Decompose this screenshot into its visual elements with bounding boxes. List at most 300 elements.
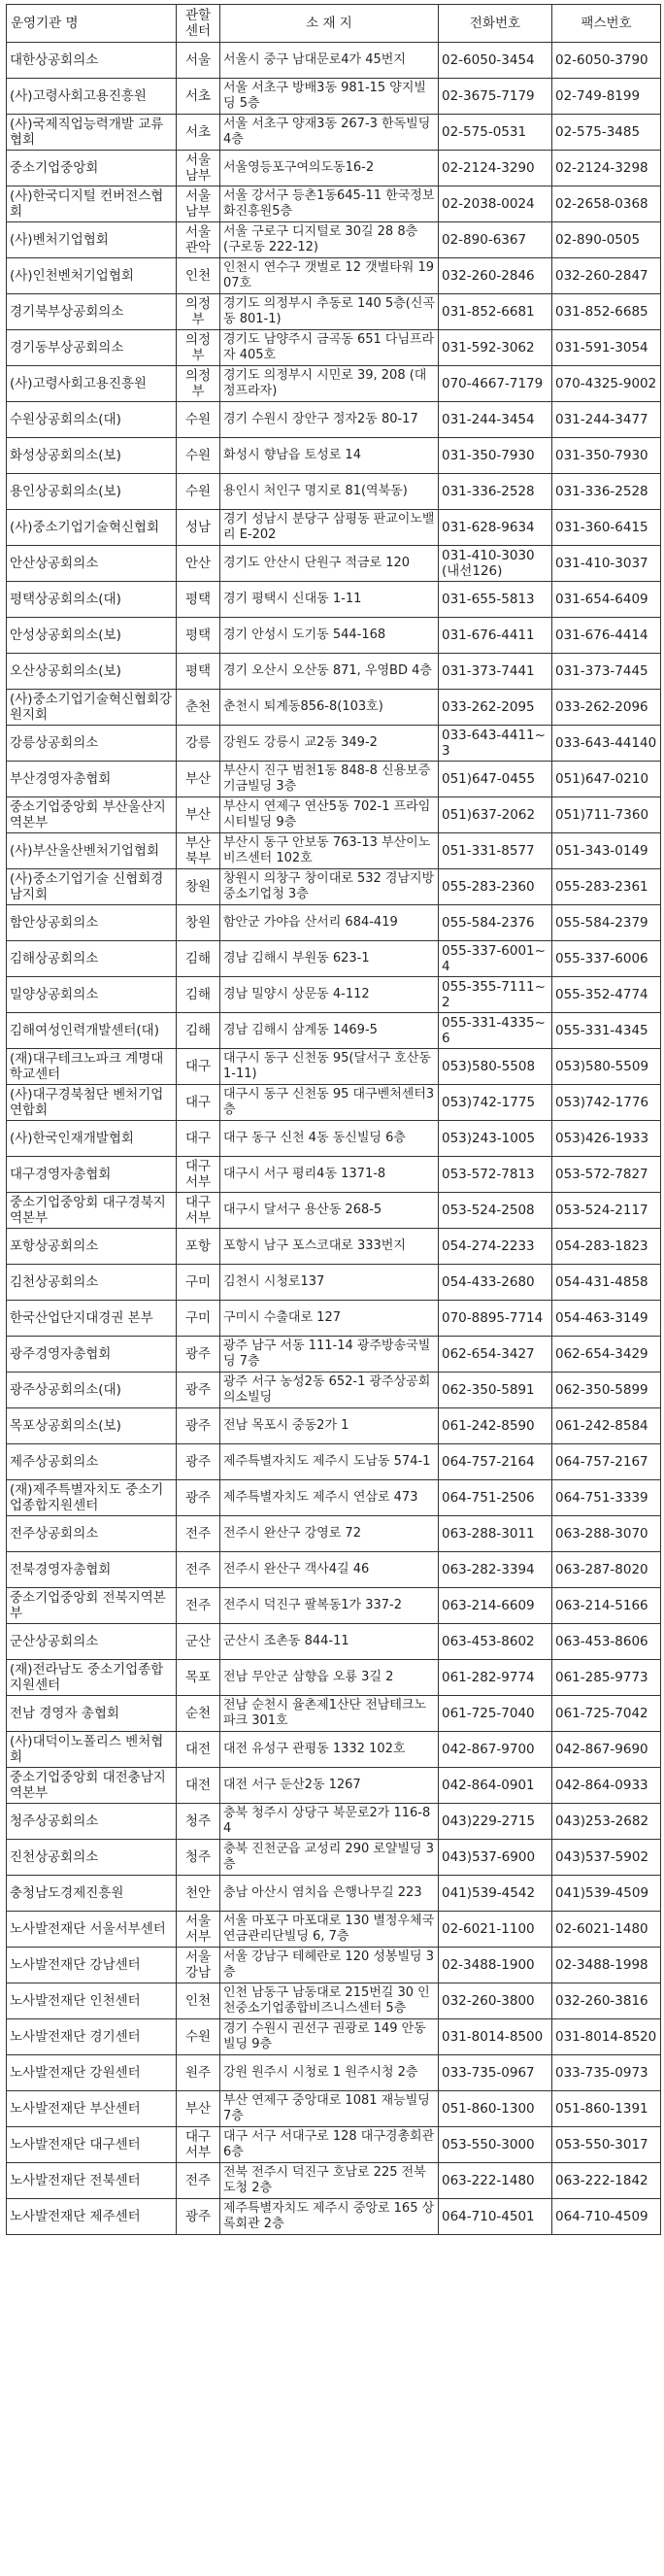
cell-phone: 063-282-3394 bbox=[439, 1552, 552, 1588]
cell-institution-name: 노사발전재단 전북센터 bbox=[7, 2163, 177, 2199]
cell-phone: 02-3675-7179 bbox=[439, 79, 552, 115]
cell-fax: 033-262-2096 bbox=[552, 690, 661, 726]
cell-fax: 02-2658-0368 bbox=[552, 186, 661, 222]
table-row bbox=[7, 115, 661, 151]
cell-region-center: 수원 bbox=[177, 474, 220, 510]
cell-address: 창원시 의창구 창이대로 532 경남지방중소기업청 3층 bbox=[220, 869, 439, 905]
cell-region-center: 서초 bbox=[177, 115, 220, 151]
cell-address: 경남 김해시 삼계동 1469-5 bbox=[220, 1013, 439, 1049]
cell-region-center: 전주 bbox=[177, 1516, 220, 1552]
cell-fax: 051)647-0210 bbox=[552, 762, 661, 797]
cell-address: 함안군 가야읍 산서리 684-419 bbox=[220, 905, 439, 941]
cell-phone: 063-222-1480 bbox=[439, 2163, 552, 2199]
cell-fax: 043)253-2682 bbox=[552, 1804, 661, 1840]
cell-address: 부산시 동구 안보동 763-13 부산이노비즈센터 102호 bbox=[220, 833, 439, 869]
cell-phone: 02-3488-1900 bbox=[439, 1948, 552, 1983]
cell-address: 경기 안성시 도기동 544-168 bbox=[220, 618, 439, 654]
header-phone: 전화번호 bbox=[439, 5, 552, 43]
cell-institution-name: (사)중소기업기술 신협회경남지회 bbox=[7, 869, 177, 905]
cell-phone: 051-331-8577 bbox=[439, 833, 552, 869]
cell-address: 대구 동구 신천 4동 동신빌딩 6층 bbox=[220, 1121, 439, 1157]
cell-region-center: 광주 bbox=[177, 1444, 220, 1480]
table-row bbox=[7, 1552, 661, 1588]
cell-phone: 055-337-6001~4 bbox=[439, 941, 552, 977]
cell-phone: 033-262-2095 bbox=[439, 690, 552, 726]
cell-fax: 064-757-2167 bbox=[552, 1444, 661, 1480]
cell-phone: 053)580-5508 bbox=[439, 1049, 552, 1085]
cell-phone: 055-584-2376 bbox=[439, 905, 552, 941]
table-row bbox=[7, 2019, 661, 2055]
cell-institution-name: 노사발전재단 대구센터 bbox=[7, 2127, 177, 2163]
cell-phone: 031-410-3030 (내선126) bbox=[439, 546, 552, 582]
cell-region-center: 광주 bbox=[177, 1373, 220, 1408]
cell-phone: 033-735-0967 bbox=[439, 2055, 552, 2091]
cell-region-center: 의정부 bbox=[177, 366, 220, 402]
table-row bbox=[7, 1660, 661, 1696]
cell-institution-name: (사)고령사회고용진흥원 bbox=[7, 366, 177, 402]
table-row bbox=[7, 1408, 661, 1444]
cell-fax: 070-4325-9002 bbox=[552, 366, 661, 402]
cell-region-center: 의정부 bbox=[177, 330, 220, 366]
cell-institution-name: 포항상공회의소 bbox=[7, 1229, 177, 1265]
cell-institution-name: 전주상공회의소 bbox=[7, 1516, 177, 1552]
cell-address: 제주특별자치도 제주시 중앙로 165 상록회관 2층 bbox=[220, 2199, 439, 2235]
cell-address: 서울 강서구 등촌1동645-11 한국정보화진흥원5층 bbox=[220, 186, 439, 222]
table-row bbox=[7, 438, 661, 474]
cell-phone: 053-550-3000 bbox=[439, 2127, 552, 2163]
table-row bbox=[7, 1013, 661, 1049]
table-row bbox=[7, 1444, 661, 1480]
cell-institution-name: 청주상공회의소 bbox=[7, 1804, 177, 1840]
cell-fax: 053-524-2117 bbox=[552, 1193, 661, 1229]
cell-fax: 061-242-8584 bbox=[552, 1408, 661, 1444]
cell-phone: 031-592-3062 bbox=[439, 330, 552, 366]
table-row bbox=[7, 1768, 661, 1804]
cell-institution-name: 강릉상공회의소 bbox=[7, 726, 177, 762]
institution-list bbox=[6, 4, 660, 2235]
cell-institution-name: 밀양상공회의소 bbox=[7, 977, 177, 1013]
cell-address: 서울 서초구 방배3동 981-15 양지빌딩 5층 bbox=[220, 79, 439, 115]
cell-region-center: 김해 bbox=[177, 941, 220, 977]
cell-institution-name: 중소기업중앙회 전북지역본부 bbox=[7, 1588, 177, 1624]
cell-phone: 031-8014-8500 bbox=[439, 2019, 552, 2055]
cell-institution-name: 김해여성인력개발센터(대) bbox=[7, 1013, 177, 1049]
cell-address: 화성시 향남읍 토성로 14 bbox=[220, 438, 439, 474]
cell-address: 인천시 연수구 갯벌로 12 갯벌타워 1907호 bbox=[220, 258, 439, 294]
cell-address: 김천시 시청로137 bbox=[220, 1265, 439, 1301]
cell-fax: 055-331-4345 bbox=[552, 1013, 661, 1049]
table-row bbox=[7, 941, 661, 977]
table-row bbox=[7, 582, 661, 618]
cell-phone: 053)742-1775 bbox=[439, 1085, 552, 1121]
cell-address: 서울 마포구 마포대로 130 별정우체국연금관리단빌딩 6, 7층 bbox=[220, 1912, 439, 1948]
cell-region-center: 서울강남 bbox=[177, 1948, 220, 1983]
cell-address: 전주시 완산구 객사4길 46 bbox=[220, 1552, 439, 1588]
cell-address: 제주특별자치도 제주시 연삼로 473 bbox=[220, 1480, 439, 1516]
cell-region-center: 대구 bbox=[177, 1085, 220, 1121]
cell-region-center: 청주 bbox=[177, 1804, 220, 1840]
cell-phone: 031-336-2528 bbox=[439, 474, 552, 510]
cell-phone: 054-274-2233 bbox=[439, 1229, 552, 1265]
cell-address: 대구시 서구 평리4동 1371-8 bbox=[220, 1157, 439, 1193]
cell-institution-name: (사)고령사회고용진흥원 bbox=[7, 79, 177, 115]
cell-address: 경기 수원시 권선구 권광로 149 안동빌딩 9층 bbox=[220, 2019, 439, 2055]
cell-phone: 02-6050-3454 bbox=[439, 43, 552, 79]
cell-phone: 051-860-1300 bbox=[439, 2091, 552, 2127]
cell-address: 광주 남구 서동 111-14 광주방송국빌딩 7층 bbox=[220, 1337, 439, 1373]
cell-fax: 031-591-3054 bbox=[552, 330, 661, 366]
cell-fax: 031-360-6415 bbox=[552, 510, 661, 546]
cell-institution-name: 화성상공회의소(보) bbox=[7, 438, 177, 474]
cell-phone: 061-725-7040 bbox=[439, 1696, 552, 1732]
cell-address: 경남 김해시 부원동 623-1 bbox=[220, 941, 439, 977]
cell-fax: 02-890-0505 bbox=[552, 222, 661, 258]
table-row bbox=[7, 905, 661, 941]
cell-region-center: 순천 bbox=[177, 1696, 220, 1732]
cell-fax: 031-336-2528 bbox=[552, 474, 661, 510]
cell-institution-name: (재)대구테크노파크 계명대학교센터 bbox=[7, 1049, 177, 1085]
table-row bbox=[7, 1373, 661, 1408]
cell-phone: 041)539-4542 bbox=[439, 1876, 552, 1912]
cell-institution-name: 목포상공회의소(보) bbox=[7, 1408, 177, 1444]
cell-fax: 02-749-8199 bbox=[552, 79, 661, 115]
table-row bbox=[7, 1157, 661, 1193]
cell-region-center: 서울 bbox=[177, 43, 220, 79]
table-row bbox=[7, 869, 661, 905]
cell-fax: 031-244-3477 bbox=[552, 402, 661, 438]
cell-fax: 051-343-0149 bbox=[552, 833, 661, 869]
cell-fax: 02-6021-1480 bbox=[552, 1912, 661, 1948]
cell-address: 경기 수원시 장안구 정자2동 80-17 bbox=[220, 402, 439, 438]
cell-institution-name: 평택상공회의소(대) bbox=[7, 582, 177, 618]
cell-region-center: 수원 bbox=[177, 438, 220, 474]
cell-phone: 055-355-7111~2 bbox=[439, 977, 552, 1013]
cell-institution-name: (사)부산울산벤처기업협회 bbox=[7, 833, 177, 869]
cell-address: 대전 서구 둔산2동 1267 bbox=[220, 1768, 439, 1804]
cell-fax: 061-285-9773 bbox=[552, 1660, 661, 1696]
table-row bbox=[7, 294, 661, 330]
table-row bbox=[7, 1876, 661, 1912]
cell-address: 구미시 수출대로 127 bbox=[220, 1301, 439, 1337]
table-row bbox=[7, 366, 661, 402]
cell-fax: 063-287-8020 bbox=[552, 1552, 661, 1588]
cell-institution-name: 중소기업중앙회 대구경북지역본부 bbox=[7, 1193, 177, 1229]
cell-fax: 053)426-1933 bbox=[552, 1121, 661, 1157]
cell-institution-name: (사)한국디지털 컨버전스협회 bbox=[7, 186, 177, 222]
cell-phone: 064-757-2164 bbox=[439, 1444, 552, 1480]
table-row bbox=[7, 1337, 661, 1373]
cell-phone: 031-676-4411 bbox=[439, 618, 552, 654]
table-row bbox=[7, 690, 661, 726]
cell-address: 경기도 의정부시 시민로 39, 208 (대정프라자) bbox=[220, 366, 439, 402]
table-row bbox=[7, 1085, 661, 1121]
cell-fax: 054-463-3149 bbox=[552, 1301, 661, 1337]
cell-fax: 041)539-4509 bbox=[552, 1876, 661, 1912]
cell-institution-name: 노사발전재단 강원센터 bbox=[7, 2055, 177, 2091]
cell-institution-name: (재)제주특별자치도 중소기업종합지원센터 bbox=[7, 1480, 177, 1516]
cell-address: 서울시 중구 남대문로4가 45번지 bbox=[220, 43, 439, 79]
cell-fax: 032-260-2847 bbox=[552, 258, 661, 294]
cell-address: 충남 아산시 염치읍 은행나무길 223 bbox=[220, 1876, 439, 1912]
table-row bbox=[7, 1049, 661, 1085]
table-row bbox=[7, 1732, 661, 1768]
header-address: 소 재 지 bbox=[220, 5, 439, 43]
table-row bbox=[7, 1912, 661, 1948]
table-row bbox=[7, 1301, 661, 1337]
cell-phone: 02-575-0531 bbox=[439, 115, 552, 151]
cell-fax: 055-283-2361 bbox=[552, 869, 661, 905]
cell-institution-name: 오산상공회의소(보) bbox=[7, 654, 177, 690]
cell-fax: 031-410-3037 bbox=[552, 546, 661, 582]
cell-region-center: 대구 bbox=[177, 1049, 220, 1085]
cell-phone: 063-214-6609 bbox=[439, 1588, 552, 1624]
cell-institution-name: 중소기업중앙회 bbox=[7, 151, 177, 186]
cell-address: 경남 밀양시 상문동 4-112 bbox=[220, 977, 439, 1013]
cell-phone: 053-572-7813 bbox=[439, 1157, 552, 1193]
cell-region-center: 강릉 bbox=[177, 726, 220, 762]
cell-region-center: 부산 bbox=[177, 762, 220, 797]
cell-region-center: 평택 bbox=[177, 654, 220, 690]
cell-fax: 055-337-6006 bbox=[552, 941, 661, 977]
cell-address: 포항시 남구 포스코대로 333번지 bbox=[220, 1229, 439, 1265]
table-row bbox=[7, 1265, 661, 1301]
cell-region-center: 전주 bbox=[177, 2163, 220, 2199]
cell-phone: 063-288-3011 bbox=[439, 1516, 552, 1552]
cell-region-center: 서초 bbox=[177, 79, 220, 115]
cell-phone: 02-2038-0024 bbox=[439, 186, 552, 222]
institution-table bbox=[6, 4, 661, 2235]
cell-institution-name: 노사발전재단 제주센터 bbox=[7, 2199, 177, 2235]
cell-phone: 061-242-8590 bbox=[439, 1408, 552, 1444]
cell-fax: 043)537-5902 bbox=[552, 1840, 661, 1876]
cell-institution-name: 제주상공회의소 bbox=[7, 1444, 177, 1480]
table-row bbox=[7, 1588, 661, 1624]
table-row bbox=[7, 510, 661, 546]
cell-address: 대구 서구 서대구로 128 대구경총회관 6층 bbox=[220, 2127, 439, 2163]
table-row bbox=[7, 1121, 661, 1157]
cell-institution-name: 군산상공회의소 bbox=[7, 1624, 177, 1660]
cell-address: 경기도 안산시 단원구 적금로 120 bbox=[220, 546, 439, 582]
cell-fax: 031-373-7445 bbox=[552, 654, 661, 690]
cell-phone: 043)229-2715 bbox=[439, 1804, 552, 1840]
cell-phone: 062-350-5891 bbox=[439, 1373, 552, 1408]
cell-institution-name: 노사발전재단 부산센터 bbox=[7, 2091, 177, 2127]
cell-address: 서울 서초구 양재3동 267-3 한독빌딩 4층 bbox=[220, 115, 439, 151]
cell-region-center: 서울서부 bbox=[177, 1912, 220, 1948]
cell-address: 부산시 연제구 연산5동 702-1 프라임시티빌딩 9층 bbox=[220, 797, 439, 833]
cell-region-center: 평택 bbox=[177, 582, 220, 618]
cell-region-center: 원주 bbox=[177, 2055, 220, 2091]
cell-address: 서울영등포구여의도동16-2 bbox=[220, 151, 439, 186]
cell-address: 충북 청주시 상당구 북문로2가 116-84 bbox=[220, 1804, 439, 1840]
cell-region-center: 천안 bbox=[177, 1876, 220, 1912]
cell-institution-name: 진천상공회의소 bbox=[7, 1840, 177, 1876]
cell-region-center: 전주 bbox=[177, 1588, 220, 1624]
cell-region-center: 서울남부 bbox=[177, 186, 220, 222]
cell-phone: 032-260-2846 bbox=[439, 258, 552, 294]
table-row bbox=[7, 762, 661, 797]
cell-region-center: 전주 bbox=[177, 1552, 220, 1588]
table-header bbox=[7, 5, 661, 43]
cell-address: 서울 강남구 테헤란로 120 성봉빌딩 3층 bbox=[220, 1948, 439, 1983]
cell-phone: 051)647-0455 bbox=[439, 762, 552, 797]
cell-institution-name: 김천상공회의소 bbox=[7, 1265, 177, 1301]
cell-phone: 031-373-7441 bbox=[439, 654, 552, 690]
cell-fax: 032-260-3816 bbox=[552, 1983, 661, 2019]
cell-address: 경기 성남시 분당구 삼평동 판교이노밸리 E-202 bbox=[220, 510, 439, 546]
cell-phone: 02-2124-3290 bbox=[439, 151, 552, 186]
cell-fax: 02-6050-3790 bbox=[552, 43, 661, 79]
header-region-center: 관할 센터 bbox=[177, 5, 220, 43]
cell-fax: 031-852-6685 bbox=[552, 294, 661, 330]
cell-institution-name: 경기북부상공회의소 bbox=[7, 294, 177, 330]
cell-address: 경기도 남양주시 금곡동 651 다님프라자 405호 bbox=[220, 330, 439, 366]
cell-region-center: 대구서부 bbox=[177, 2127, 220, 2163]
cell-region-center: 광주 bbox=[177, 2199, 220, 2235]
cell-region-center: 성남 bbox=[177, 510, 220, 546]
cell-address: 군산시 조촌동 844-11 bbox=[220, 1624, 439, 1660]
cell-institution-name: (사)한국인재개발협회 bbox=[7, 1121, 177, 1157]
cell-phone: 032-260-3800 bbox=[439, 1983, 552, 2019]
cell-institution-name: (사)인천벤처기업협회 bbox=[7, 258, 177, 294]
cell-phone: 031-244-3454 bbox=[439, 402, 552, 438]
cell-phone: 053-524-2508 bbox=[439, 1193, 552, 1229]
cell-fax: 053)580-5509 bbox=[552, 1049, 661, 1085]
cell-region-center: 구미 bbox=[177, 1301, 220, 1337]
cell-fax: 053-572-7827 bbox=[552, 1157, 661, 1193]
table-row bbox=[7, 2199, 661, 2235]
cell-fax: 02-575-3485 bbox=[552, 115, 661, 151]
cell-address: 충북 진천군읍 교성리 290 로얄빌딩 3층 bbox=[220, 1840, 439, 1876]
cell-institution-name: 노사발전재단 서울서부센터 bbox=[7, 1912, 177, 1948]
cell-region-center: 군산 bbox=[177, 1624, 220, 1660]
table-row bbox=[7, 1193, 661, 1229]
cell-institution-name: 한국산업단지대경권 본부 bbox=[7, 1301, 177, 1337]
header-institution-name: 운영기관 명 bbox=[7, 5, 177, 43]
cell-region-center: 평택 bbox=[177, 618, 220, 654]
cell-region-center: 김해 bbox=[177, 1013, 220, 1049]
cell-address: 용인시 처인구 명지로 81(역북동) bbox=[220, 474, 439, 510]
table-row bbox=[7, 474, 661, 510]
cell-phone: 070-4667-7179 bbox=[439, 366, 552, 402]
cell-institution-name: (사)중소기업기술혁신협회 bbox=[7, 510, 177, 546]
cell-institution-name: 전북경영자총협회 bbox=[7, 1552, 177, 1588]
table-row bbox=[7, 1696, 661, 1732]
cell-phone: 051)637-2062 bbox=[439, 797, 552, 833]
cell-fax: 055-584-2379 bbox=[552, 905, 661, 941]
cell-fax: 062-350-5899 bbox=[552, 1373, 661, 1408]
table-row bbox=[7, 330, 661, 366]
cell-address: 전남 순천시 율촌제1산단 전남테크노파크 301호 bbox=[220, 1696, 439, 1732]
cell-address: 광주 서구 농성2동 652-1 광주상공회의소빌딩 bbox=[220, 1373, 439, 1408]
header-row bbox=[7, 5, 661, 43]
cell-fax: 031-350-7930 bbox=[552, 438, 661, 474]
cell-region-center: 춘천 bbox=[177, 690, 220, 726]
table-row bbox=[7, 1983, 661, 2019]
cell-fax: 062-654-3429 bbox=[552, 1337, 661, 1373]
table-row bbox=[7, 258, 661, 294]
table-row bbox=[7, 2127, 661, 2163]
cell-region-center: 구미 bbox=[177, 1265, 220, 1301]
cell-fax: 063-288-3070 bbox=[552, 1516, 661, 1552]
cell-fax: 063-453-8606 bbox=[552, 1624, 661, 1660]
cell-institution-name: 함안상공회의소 bbox=[7, 905, 177, 941]
cell-fax: 053-550-3017 bbox=[552, 2127, 661, 2163]
cell-institution-name: 노사발전재단 경기센터 bbox=[7, 2019, 177, 2055]
table-row bbox=[7, 618, 661, 654]
cell-address: 부산시 진구 범천1동 848-8 신용보증기금빌딩 3층 bbox=[220, 762, 439, 797]
cell-region-center: 의정부 bbox=[177, 294, 220, 330]
cell-institution-name: 노사발전재단 강남센터 bbox=[7, 1948, 177, 1983]
cell-region-center: 창원 bbox=[177, 905, 220, 941]
cell-fax: 064-751-3339 bbox=[552, 1480, 661, 1516]
cell-fax: 033-643-44140 bbox=[552, 726, 661, 762]
cell-address: 대구시 동구 신천동 95 대구벤처센터3층 bbox=[220, 1085, 439, 1121]
table-row bbox=[7, 2163, 661, 2199]
table-row bbox=[7, 79, 661, 115]
cell-region-center: 청주 bbox=[177, 1840, 220, 1876]
cell-address: 경기도 의정부시 추동로 140 5층(신곡동 801-1) bbox=[220, 294, 439, 330]
cell-fax: 042-864-0933 bbox=[552, 1768, 661, 1804]
cell-region-center: 인천 bbox=[177, 258, 220, 294]
cell-phone: 064-751-2506 bbox=[439, 1480, 552, 1516]
cell-institution-name: 안산상공회의소 bbox=[7, 546, 177, 582]
cell-phone: 061-282-9774 bbox=[439, 1660, 552, 1696]
table-row bbox=[7, 726, 661, 762]
cell-institution-name: 전남 경영자 총협회 bbox=[7, 1696, 177, 1732]
cell-fax: 063-214-5166 bbox=[552, 1588, 661, 1624]
cell-address: 대전 유성구 관평동 1332 102호 bbox=[220, 1732, 439, 1768]
cell-phone: 031-852-6681 bbox=[439, 294, 552, 330]
cell-fax: 02-2124-3298 bbox=[552, 151, 661, 186]
table-row bbox=[7, 1229, 661, 1265]
cell-region-center: 김해 bbox=[177, 977, 220, 1013]
cell-institution-name: (재)전라남도 중소기업종합지원센터 bbox=[7, 1660, 177, 1696]
table-row bbox=[7, 1624, 661, 1660]
cell-address: 대구시 달서구 용산동 268-5 bbox=[220, 1193, 439, 1229]
cell-address: 인천 남동구 남동대로 215번길 30 인천중소기업종합비즈니스센터 5층 bbox=[220, 1983, 439, 2019]
cell-fax: 031-676-4414 bbox=[552, 618, 661, 654]
cell-institution-name: 충청남도경제진흥원 bbox=[7, 1876, 177, 1912]
table-row bbox=[7, 797, 661, 833]
cell-region-center: 수원 bbox=[177, 2019, 220, 2055]
cell-phone: 064-710-4501 bbox=[439, 2199, 552, 2235]
cell-region-center: 창원 bbox=[177, 869, 220, 905]
table-row bbox=[7, 2055, 661, 2091]
cell-region-center: 서울남부 bbox=[177, 151, 220, 186]
cell-institution-name: 광주상공회의소(대) bbox=[7, 1373, 177, 1408]
cell-institution-name: (사)대덕이노폴리스 벤처협회 bbox=[7, 1732, 177, 1768]
table-row bbox=[7, 43, 661, 79]
table-row bbox=[7, 186, 661, 222]
cell-region-center: 부산 bbox=[177, 2091, 220, 2127]
cell-fax: 051)711-7360 bbox=[552, 797, 661, 833]
header-fax: 팩스번호 bbox=[552, 5, 661, 43]
cell-address: 강원도 강릉시 교2동 349-2 bbox=[220, 726, 439, 762]
table-row bbox=[7, 1840, 661, 1876]
cell-fax: 051-860-1391 bbox=[552, 2091, 661, 2127]
table-row bbox=[7, 546, 661, 582]
cell-institution-name: 중소기업중앙회 부산울산지역본부 bbox=[7, 797, 177, 833]
cell-fax: 031-654-6409 bbox=[552, 582, 661, 618]
cell-institution-name: (사)중소기업기술혁신협회강원지회 bbox=[7, 690, 177, 726]
table-row bbox=[7, 2091, 661, 2127]
cell-fax: 033-735-0973 bbox=[552, 2055, 661, 2091]
cell-region-center: 광주 bbox=[177, 1408, 220, 1444]
cell-phone: 055-283-2360 bbox=[439, 869, 552, 905]
cell-address: 전주시 완산구 강영로 72 bbox=[220, 1516, 439, 1552]
cell-institution-name: (사)국제직업능력개발 교류협회 bbox=[7, 115, 177, 151]
